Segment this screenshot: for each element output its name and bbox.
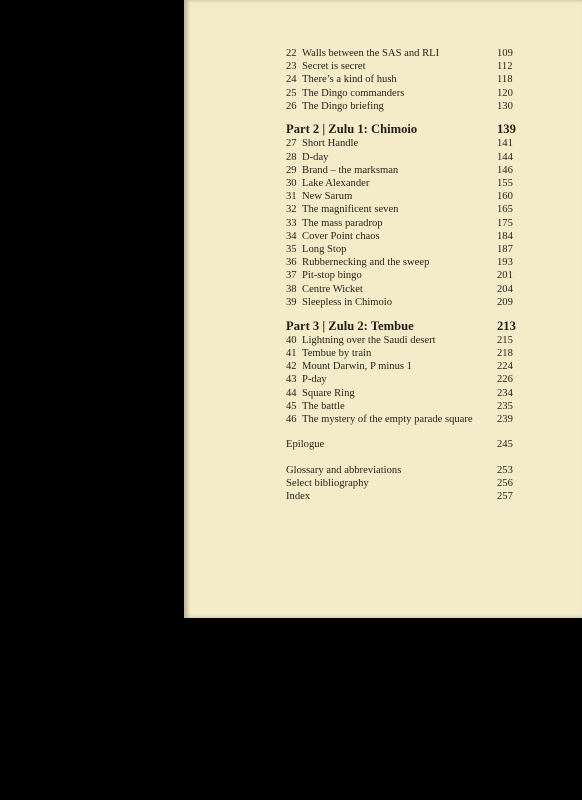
entry-title: Lightning over the Saudi desert xyxy=(302,334,436,346)
entry-label xyxy=(286,164,398,177)
entry-title: Epilogue xyxy=(286,439,325,451)
entry-label xyxy=(286,203,398,216)
entry-page: 144 xyxy=(497,151,513,163)
entry-title: Glossary and abbreviations xyxy=(286,464,402,476)
entry-page: 165 xyxy=(497,204,513,216)
part-page: 213 xyxy=(497,318,516,333)
entry-title: New Sarum xyxy=(302,191,353,203)
entry-label xyxy=(286,296,392,309)
chapter-number: 42 xyxy=(286,361,297,373)
entry-title: Lake Alexander xyxy=(302,178,370,189)
chapter-entry xyxy=(286,413,519,426)
chapter-number: 29 xyxy=(286,164,297,176)
part-heading-2 xyxy=(286,121,519,137)
entry-title: Rubbernecking and the sweep xyxy=(302,257,430,269)
entry-page: 118 xyxy=(497,74,513,86)
entry-page: 239 xyxy=(497,414,513,425)
entry-label xyxy=(286,387,355,400)
entry-label xyxy=(286,400,345,413)
chapter-number: 22 xyxy=(286,48,297,59)
chapter-number: 39 xyxy=(286,296,297,308)
entry-title: Walls between the SAS and RLI xyxy=(302,48,440,59)
part-title: Part 3 | Zulu 2: Tembue xyxy=(286,318,414,333)
entry-title: The mass paradrop xyxy=(302,217,383,229)
chapter-number: 36 xyxy=(286,257,297,269)
entry-label xyxy=(286,256,429,269)
entry-title: Square Ring xyxy=(302,387,355,399)
entry-label xyxy=(286,477,369,490)
chapter-entry xyxy=(286,73,519,86)
entry-page: 218 xyxy=(497,348,513,360)
entry-page: 224 xyxy=(497,361,513,373)
entry-label xyxy=(286,464,401,477)
entry-title: The Dingo briefing xyxy=(302,100,384,112)
entry-page: 245 xyxy=(497,439,513,451)
chapter-entry xyxy=(286,230,519,243)
entry-title: Index xyxy=(286,491,311,503)
chapter-entry xyxy=(286,190,519,203)
chapter-entry xyxy=(286,137,519,150)
entry-page: 201 xyxy=(497,270,513,282)
chapter-entry xyxy=(286,164,519,177)
entry-label xyxy=(286,190,352,203)
entry-label xyxy=(286,47,439,60)
entry-title: Select bibliography xyxy=(286,478,369,490)
back-matter-entry xyxy=(286,464,519,477)
chapter-number: 41 xyxy=(286,348,297,360)
entry-label xyxy=(286,373,327,386)
entry-title: The Dingo commanders xyxy=(302,87,405,99)
chapter-entry xyxy=(286,360,519,373)
entry-label xyxy=(286,100,384,113)
chapter-number: 31 xyxy=(286,191,297,203)
chapter-number: 37 xyxy=(286,270,297,282)
entry-label xyxy=(286,151,328,164)
entry-title: Pit-stop bingo xyxy=(302,270,362,282)
chapter-number: 45 xyxy=(286,400,297,412)
chapter-entry xyxy=(286,100,519,113)
entry-page: 187 xyxy=(497,243,513,255)
entry-title: Cover Point chaos xyxy=(302,230,380,242)
chapter-number: 43 xyxy=(286,374,297,386)
chapter-list-part2 xyxy=(286,137,519,308)
entry-page: 235 xyxy=(497,400,513,412)
entry-page: 184 xyxy=(497,230,513,242)
chapter-entry xyxy=(286,334,519,347)
chapter-number: 30 xyxy=(286,178,297,189)
chapter-entry xyxy=(286,347,519,360)
chapter-list-part3 xyxy=(286,334,519,426)
chapter-entry xyxy=(286,400,519,413)
chapter-number: 33 xyxy=(286,217,297,229)
chapter-entry xyxy=(286,203,519,216)
chapter-entry xyxy=(286,177,519,190)
entry-label xyxy=(286,73,397,86)
back-matter-list xyxy=(286,464,519,504)
entry-label xyxy=(286,177,369,190)
entry-label xyxy=(286,230,380,243)
entry-page: 130 xyxy=(497,100,513,112)
entry-page: 234 xyxy=(497,387,513,399)
chapter-number: 35 xyxy=(286,243,297,255)
entry-label xyxy=(286,347,371,360)
entry-title: D-day xyxy=(302,151,329,163)
entry-label xyxy=(286,413,473,426)
entry-title: The battle xyxy=(302,400,345,412)
chapter-entry xyxy=(286,217,519,230)
part-page: 139 xyxy=(497,122,516,137)
entry-title: Centre Wicket xyxy=(302,283,363,295)
entry-page: 155 xyxy=(497,178,513,189)
entry-page: 112 xyxy=(497,61,513,73)
chapter-number: 44 xyxy=(286,387,297,399)
entry-title: Short Handle xyxy=(302,138,359,150)
entry-title: The magnificent seven xyxy=(302,204,399,216)
table-of-contents xyxy=(286,47,519,503)
entry-page: 215 xyxy=(497,334,513,346)
chapter-entry xyxy=(286,296,519,309)
chapter-entry xyxy=(286,387,519,400)
entry-label xyxy=(286,269,362,282)
entry-title: There’s a kind of hush xyxy=(302,74,397,86)
entry-page: 209 xyxy=(497,296,513,308)
entry-page: 120 xyxy=(497,87,513,99)
entry-page: 256 xyxy=(497,478,513,490)
entry-title: Secret is secret xyxy=(302,61,366,73)
entry-title: Brand – the marksman xyxy=(302,164,399,176)
entry-label xyxy=(286,87,404,100)
entry-title: Mount Darwin, P minus 1 xyxy=(302,361,412,373)
entry-page: 175 xyxy=(497,217,513,229)
epilogue-entry xyxy=(286,438,519,451)
chapter-entry xyxy=(286,269,519,282)
chapter-number: 26 xyxy=(286,100,297,112)
entry-page: 146 xyxy=(497,164,513,176)
chapter-number: 28 xyxy=(286,151,297,163)
entry-title: Sleepless in Chimoio xyxy=(302,296,393,308)
chapter-entry xyxy=(286,256,519,269)
entry-label xyxy=(286,283,363,296)
entry-title: Long Stop xyxy=(302,243,347,255)
chapter-number: 34 xyxy=(286,230,297,242)
chapter-entry xyxy=(286,60,519,73)
chapter-list-part1-end xyxy=(286,47,519,113)
entry-page: 160 xyxy=(497,191,513,203)
entry-label xyxy=(286,334,436,347)
chapter-number: 32 xyxy=(286,204,297,216)
back-matter-entry xyxy=(286,477,519,490)
entry-label xyxy=(286,137,358,150)
part-heading-3 xyxy=(286,318,519,334)
entry-label xyxy=(286,60,366,73)
entry-page: 257 xyxy=(497,491,513,503)
entry-label xyxy=(286,217,383,230)
chapter-number: 24 xyxy=(286,74,297,86)
entry-page: 193 xyxy=(497,257,513,269)
chapter-entry xyxy=(286,47,519,60)
entry-title: P-day xyxy=(302,374,327,386)
chapter-number: 27 xyxy=(286,138,297,150)
entry-title: The mystery of the empty parade square xyxy=(302,414,473,425)
chapter-entry xyxy=(286,151,519,164)
entry-label xyxy=(286,490,310,503)
back-matter-entry xyxy=(286,490,519,503)
entry-page: 141 xyxy=(497,138,513,150)
entry-page: 204 xyxy=(497,283,513,295)
chapter-number: 25 xyxy=(286,87,297,99)
chapter-entry xyxy=(286,243,519,256)
entry-page: 253 xyxy=(497,464,513,476)
part-title: Part 2 | Zulu 1: Chimoio xyxy=(286,122,418,137)
chapter-entry xyxy=(286,373,519,386)
entry-page: 226 xyxy=(497,374,513,386)
chapter-number: 46 xyxy=(286,414,297,425)
entry-page: 109 xyxy=(497,48,513,59)
entry-title: Tembue by train xyxy=(302,348,372,360)
entry-label xyxy=(286,243,346,256)
chapter-number: 38 xyxy=(286,283,297,295)
chapter-number: 40 xyxy=(286,334,297,346)
chapter-number: 23 xyxy=(286,61,297,73)
chapter-entry xyxy=(286,87,519,100)
chapter-entry xyxy=(286,283,519,296)
entry-label xyxy=(286,360,412,373)
